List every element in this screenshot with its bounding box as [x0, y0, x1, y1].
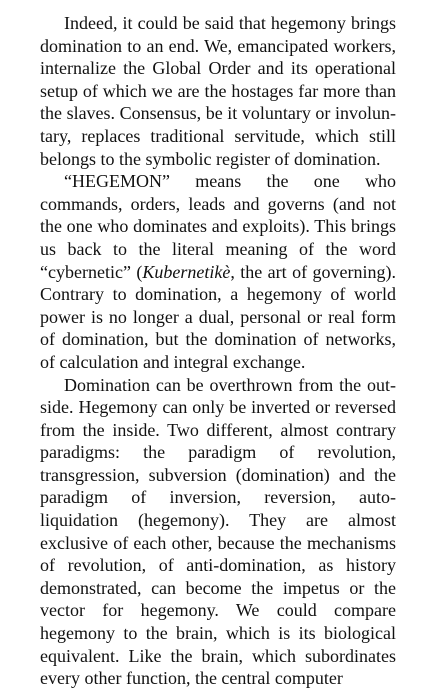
paragraph-2-italic-term: Kubernetikè	[142, 261, 231, 282]
document-page	[40, 12, 396, 690]
paragraph-1	[40, 12, 396, 170]
paragraph-3	[40, 374, 396, 690]
paragraph-1-text: Indeed, it could be said that hegemony brings domination to an end. We, emancipated workers, internalize the Global Order and its operational setup of which we are the hostages far more than the slaves. Consensus, be it voluntary or involuntary, replaces traditional servitude, which still belongs to the symbolic register of domination.	[40, 13, 396, 169]
paragraph-2	[40, 170, 396, 373]
paragraph-3-text: Domination can be overthrown from the outside. Hegemony can only be inverted or reversed from the inside. Two different, almost contrary paradigms: the paradigm of revolution, transgression, subversion (domination) and the paradigm of inversion, reversion, auto-liquidation (hegemony). They are almost exclusive of each other, because the mechanisms of revolution, of anti-domination, as history demonstrated, can become the impetus or the vector for hegemony. We could compare hegemony to the brain, which is its biological equivalent. Like the brain, which subordinates every other function, the central computer	[40, 374, 396, 689]
paragraph-2-text-b: , the art of governing). Contrary to domination, a hegemony of world power is no longer a dual, personal or real form of domination, but the domination of networks, of calculation and integral exchange.	[40, 261, 396, 372]
paragraph-2-text-a: “HEGEMON” means the one who commands, orders, leads and governs (and not the one who dominates and exploits). This brings us back to the literal meaning of the word “cybernetic” (	[40, 171, 396, 282]
